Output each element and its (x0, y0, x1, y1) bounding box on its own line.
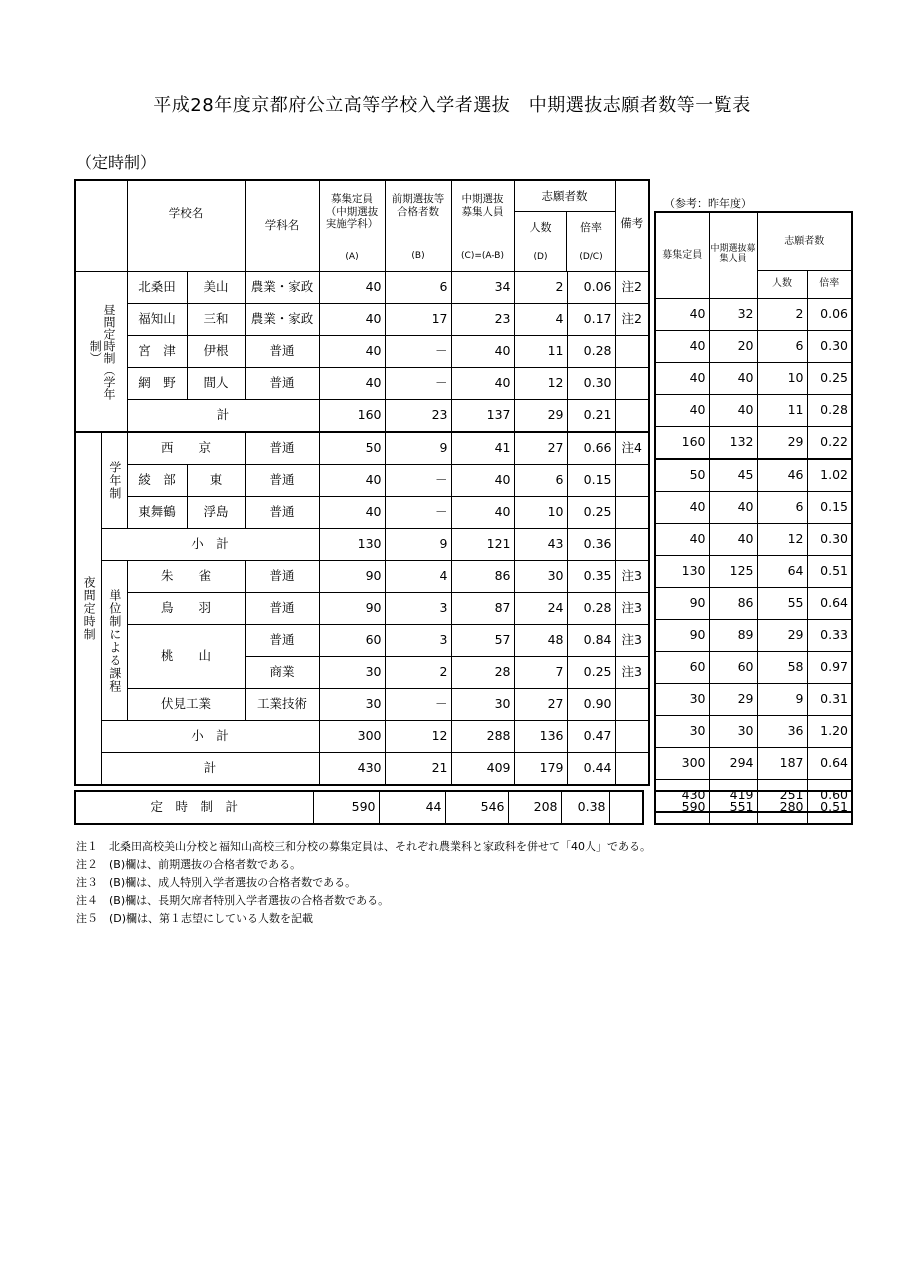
header-a: (A) (345, 251, 359, 262)
cell-d: 4 (514, 304, 567, 336)
ref-header-capacity: 募集定員 (655, 212, 709, 298)
cell-note: 注2 (615, 272, 649, 304)
cell-d: 11 (514, 336, 567, 368)
ref-cell-d: 36 (757, 715, 807, 747)
header-applicants-label: 志願者数 (515, 181, 615, 212)
header-c: (C)=(A-B) (461, 251, 504, 262)
ref-cell-a: 40 (655, 362, 709, 394)
grand-total-a: 590 (313, 791, 379, 824)
ref-cell-c: 20 (709, 330, 757, 362)
cell-d: 12 (514, 368, 567, 400)
cell-c: 288 (451, 721, 514, 753)
ref-cell-a: 40 (655, 491, 709, 523)
cell-d: 136 (514, 721, 567, 753)
cell-dept: 普通 (245, 465, 319, 497)
cell-c: 34 (451, 272, 514, 304)
grand-total-label: 定 時 制 計 (75, 791, 313, 824)
ref-cell-a: 430 (655, 779, 709, 812)
cell-c: 40 (451, 336, 514, 368)
header-dc: (D/C) (579, 251, 603, 262)
cell-b: － (385, 465, 451, 497)
cell-subtotal-label: 小 計 (101, 721, 319, 753)
ref-cell-d: 187 (757, 747, 807, 779)
cell-a: 300 (319, 721, 385, 753)
cell-dc: 0.15 (567, 465, 615, 497)
group-day-label: 昼間定時制（学年制） (88, 303, 117, 400)
cell-dept: 普通 (245, 432, 319, 465)
cell-note: 注3 (615, 593, 649, 625)
cell-c: 87 (451, 593, 514, 625)
cell-total-label: 計 (101, 753, 319, 786)
cell-c: 137 (451, 400, 514, 433)
group-grade (101, 432, 127, 529)
cell-dc: 0.44 (567, 753, 615, 786)
ref-cell-c: 40 (709, 362, 757, 394)
cell-c: 86 (451, 561, 514, 593)
ref-cell-dc: 0.31 (807, 683, 852, 715)
cell-b: － (385, 368, 451, 400)
ref-cell-a: 40 (655, 330, 709, 362)
cell-dc: 0.28 (567, 336, 615, 368)
cell-dc: 0.06 (567, 272, 615, 304)
cell-a: 40 (319, 336, 385, 368)
ref-grand-total-dc: 0.51 (807, 791, 852, 824)
note-item: 注５ (D)欄は、第１志望にしている人数を記載 (76, 912, 314, 925)
header-school-label: 学校名 (168, 206, 204, 220)
cell-note (615, 497, 649, 529)
cell-b: 12 (385, 721, 451, 753)
ref-cell-dc: 0.22 (807, 426, 852, 459)
grand-total-table (74, 790, 644, 825)
ref-cell-dc: 0.64 (807, 587, 852, 619)
cell-b: 6 (385, 272, 451, 304)
cell-d: 7 (514, 657, 567, 689)
cell-branch: 美山 (187, 272, 245, 304)
cell-a: 90 (319, 593, 385, 625)
cell-note (615, 368, 649, 400)
cell-branch: 浮島 (187, 497, 245, 529)
header-b: (B) (411, 251, 425, 262)
grand-total-note (609, 791, 643, 824)
cell-a: 40 (319, 465, 385, 497)
cell-branch: 東 (187, 465, 245, 497)
cell-school: 網 野 (127, 368, 187, 400)
cell-c: 40 (451, 368, 514, 400)
ref-cell-c: 30 (709, 715, 757, 747)
ref-cell-a: 60 (655, 651, 709, 683)
header-applicants (514, 180, 615, 272)
cell-dept: 普通 (245, 497, 319, 529)
notes (76, 838, 651, 928)
cell-b: 3 (385, 625, 451, 657)
ref-cell-c: 32 (709, 298, 757, 330)
ref-cell-dc: 1.20 (807, 715, 852, 747)
cell-dc: 0.47 (567, 721, 615, 753)
header-capacity: 募集定員 （中期選抜 実施学科） (A) (319, 180, 385, 272)
page-title: 平成28年度京都府公立高等学校入学者選抜 中期選抜志願者数等一覧表 (153, 95, 751, 116)
group-night-label: 夜間定時制 (82, 576, 97, 641)
cell-a: 40 (319, 497, 385, 529)
ref-grand-total-table (654, 790, 853, 825)
cell-b: － (385, 336, 451, 368)
cell-c: 40 (451, 465, 514, 497)
cell-d: 179 (514, 753, 567, 786)
ref-header-mid: 中期選抜募集人員 (709, 212, 757, 298)
cell-school: 伏見工業 (127, 689, 245, 721)
cell-d: 29 (514, 400, 567, 433)
cell-note: 注3 (615, 657, 649, 689)
grand-total-b: 44 (379, 791, 445, 824)
cell-total-label: 計 (127, 400, 319, 433)
ref-cell-dc: 0.30 (807, 330, 852, 362)
cell-a: 30 (319, 689, 385, 721)
ref-cell-c: 40 (709, 394, 757, 426)
grand-total-dc: 0.38 (561, 791, 609, 824)
cell-a: 30 (319, 657, 385, 689)
ref-cell-a: 40 (655, 298, 709, 330)
cell-c: 121 (451, 529, 514, 561)
cell-dept: 農業・家政 (245, 304, 319, 336)
cell-a: 50 (319, 432, 385, 465)
ref-cell-c: 125 (709, 555, 757, 587)
cell-subtotal-label: 小 計 (101, 529, 319, 561)
cell-b: 3 (385, 593, 451, 625)
cell-a: 90 (319, 561, 385, 593)
ref-grand-total-c: 551 (709, 791, 757, 824)
cell-school: 福知山 (127, 304, 187, 336)
cell-note (615, 529, 649, 561)
ref-cell-c: 45 (709, 459, 757, 492)
ref-cell-dc: 0.15 (807, 491, 852, 523)
ref-cell-d: 9 (757, 683, 807, 715)
ref-cell-dc: 0.28 (807, 394, 852, 426)
ref-cell-a: 90 (655, 587, 709, 619)
cell-c: 409 (451, 753, 514, 786)
ref-cell-a: 90 (655, 619, 709, 651)
header-remarks (615, 180, 649, 272)
group-night (75, 432, 101, 785)
cell-dc: 0.36 (567, 529, 615, 561)
ref-cell-c: 89 (709, 619, 757, 651)
cell-school: 朱 雀 (127, 561, 245, 593)
cell-dept: 普通 (245, 625, 319, 657)
ref-cell-a: 30 (655, 683, 709, 715)
cell-dept: 普通 (245, 368, 319, 400)
cell-d: 10 (514, 497, 567, 529)
ref-cell-d: 10 (757, 362, 807, 394)
cell-dept: 商業 (245, 657, 319, 689)
ref-cell-dc: 1.02 (807, 459, 852, 492)
cell-school: 鳥 羽 (127, 593, 245, 625)
cell-c: 28 (451, 657, 514, 689)
ref-header-ratio: 倍率 (807, 270, 852, 298)
cell-school: 宮 津 (127, 336, 187, 368)
ref-cell-c: 60 (709, 651, 757, 683)
cell-a: 430 (319, 753, 385, 786)
header-dept (245, 180, 319, 272)
ref-header-count: 人数 (757, 270, 807, 298)
cell-a: 40 (319, 304, 385, 336)
cell-dept: 工業技術 (245, 689, 319, 721)
ref-cell-c: 419 (709, 779, 757, 812)
ref-cell-dc: 0.30 (807, 523, 852, 555)
cell-school: 西 京 (127, 432, 245, 465)
ref-cell-d: 46 (757, 459, 807, 492)
cell-c: 30 (451, 689, 514, 721)
cell-dept: 普通 (245, 561, 319, 593)
ref-grand-total-d: 280 (757, 791, 807, 824)
header-dept-label: 学科名 (264, 218, 300, 233)
cell-school: 綾 部 (127, 465, 187, 497)
ref-cell-a: 40 (655, 394, 709, 426)
header-d: (D) (533, 251, 548, 262)
cell-dc: 0.84 (567, 625, 615, 657)
ref-header-applicants: 志願者数 (757, 212, 852, 270)
cell-d: 30 (514, 561, 567, 593)
cell-dept: 普通 (245, 336, 319, 368)
cell-dept: 普通 (245, 593, 319, 625)
cell-note (615, 400, 649, 433)
header-early-pass: 前期選抜等 合格者数 (B) (385, 180, 451, 272)
ref-cell-d: 55 (757, 587, 807, 619)
cell-b: 4 (385, 561, 451, 593)
cell-b: － (385, 497, 451, 529)
ref-cell-c: 132 (709, 426, 757, 459)
ref-cell-d: 58 (757, 651, 807, 683)
cell-d: 6 (514, 465, 567, 497)
ref-caption: （参考：昨年度） (664, 197, 752, 210)
cell-b: 9 (385, 529, 451, 561)
ref-cell-a: 300 (655, 747, 709, 779)
grand-total-c: 546 (445, 791, 508, 824)
cell-school: 東舞鶴 (127, 497, 187, 529)
cell-note (615, 753, 649, 786)
cell-dc: 0.17 (567, 304, 615, 336)
cell-note: 注2 (615, 304, 649, 336)
cell-note (615, 721, 649, 753)
ref-grand-total-a: 590 (655, 791, 709, 824)
main-table (74, 179, 650, 786)
cell-d: 27 (514, 689, 567, 721)
reference-table (654, 211, 853, 813)
page-subtitle: （定時制） (76, 153, 157, 172)
cell-dept: 農業・家政 (245, 272, 319, 304)
header-remarks-label: 備考 (620, 216, 644, 230)
ref-cell-dc: 0.25 (807, 362, 852, 394)
cell-a: 40 (319, 272, 385, 304)
cell-d: 27 (514, 432, 567, 465)
cell-note: 注4 (615, 432, 649, 465)
ref-cell-c: 40 (709, 491, 757, 523)
group-grade-label: 学年制 (107, 461, 122, 500)
cell-branch: 三和 (187, 304, 245, 336)
cell-b: 17 (385, 304, 451, 336)
ref-cell-dc: 0.33 (807, 619, 852, 651)
cell-note (615, 689, 649, 721)
ref-cell-c: 86 (709, 587, 757, 619)
ref-cell-c: 29 (709, 683, 757, 715)
ref-cell-c: 294 (709, 747, 757, 779)
ref-cell-d: 29 (757, 619, 807, 651)
cell-dc: 0.21 (567, 400, 615, 433)
ref-cell-d: 251 (757, 779, 807, 812)
cell-dc: 0.30 (567, 368, 615, 400)
header-school (127, 180, 245, 272)
ref-cell-dc: 0.06 (807, 298, 852, 330)
group-credit (101, 561, 127, 721)
group-day (75, 272, 127, 433)
cell-d: 2 (514, 272, 567, 304)
cell-a: 60 (319, 625, 385, 657)
header-blank (75, 180, 127, 272)
cell-d: 48 (514, 625, 567, 657)
cell-branch: 間人 (187, 368, 245, 400)
cell-d: 24 (514, 593, 567, 625)
cell-b: 2 (385, 657, 451, 689)
cell-dc: 0.66 (567, 432, 615, 465)
ref-cell-a: 160 (655, 426, 709, 459)
cell-dc: 0.25 (567, 657, 615, 689)
cell-a: 40 (319, 368, 385, 400)
ref-cell-a: 40 (655, 523, 709, 555)
cell-note: 注3 (615, 625, 649, 657)
ref-cell-dc: 0.60 (807, 779, 852, 812)
cell-note (615, 465, 649, 497)
ref-cell-a: 50 (655, 459, 709, 492)
cell-b: 23 (385, 400, 451, 433)
cell-a: 130 (319, 529, 385, 561)
note-item: 注４ (B)欄は、長期欠席者特別入学者選抜の合格者数である。 (76, 894, 390, 907)
ref-cell-dc: 0.97 (807, 651, 852, 683)
cell-c: 57 (451, 625, 514, 657)
ref-cell-d: 11 (757, 394, 807, 426)
note-item: 注１ 北桑田高校美山分校と福知山高校三和分校の募集定員は、それぞれ農業科と家政科を併せて「40人」である。 (76, 840, 651, 853)
cell-branch: 伊根 (187, 336, 245, 368)
ref-cell-d: 6 (757, 491, 807, 523)
cell-a: 160 (319, 400, 385, 433)
note-item: 注３ (B)欄は、成人特別入学者選抜の合格者数である。 (76, 876, 357, 889)
cell-school: 桃 山 (127, 625, 245, 689)
ref-cell-d: 2 (757, 298, 807, 330)
ref-cell-dc: 0.64 (807, 747, 852, 779)
cell-c: 41 (451, 432, 514, 465)
cell-b: 9 (385, 432, 451, 465)
ref-cell-d: 64 (757, 555, 807, 587)
header-mid-recruit: 中期選抜 募集人員 (C)=(A-B) (451, 180, 514, 272)
ref-cell-a: 130 (655, 555, 709, 587)
cell-dc: 0.28 (567, 593, 615, 625)
note-item: 注２ (B)欄は、前期選抜の合格者数である。 (76, 858, 302, 871)
cell-b: － (385, 689, 451, 721)
grand-total-d: 208 (508, 791, 561, 824)
ref-cell-d: 12 (757, 523, 807, 555)
ref-cell-dc: 0.51 (807, 555, 852, 587)
header-ratio: 倍率 (579, 221, 602, 234)
cell-dc: 0.25 (567, 497, 615, 529)
cell-dc: 0.35 (567, 561, 615, 593)
group-credit-label: 単位制による課程 (107, 588, 122, 693)
cell-d: 43 (514, 529, 567, 561)
cell-b: 21 (385, 753, 451, 786)
header-count: 人数 (529, 221, 552, 234)
ref-cell-d: 29 (757, 426, 807, 459)
cell-c: 23 (451, 304, 514, 336)
ref-cell-d: 6 (757, 330, 807, 362)
ref-cell-c: 40 (709, 523, 757, 555)
ref-cell-a: 30 (655, 715, 709, 747)
cell-note (615, 336, 649, 368)
cell-note: 注3 (615, 561, 649, 593)
cell-dc: 0.90 (567, 689, 615, 721)
cell-school: 北桑田 (127, 272, 187, 304)
cell-c: 40 (451, 497, 514, 529)
